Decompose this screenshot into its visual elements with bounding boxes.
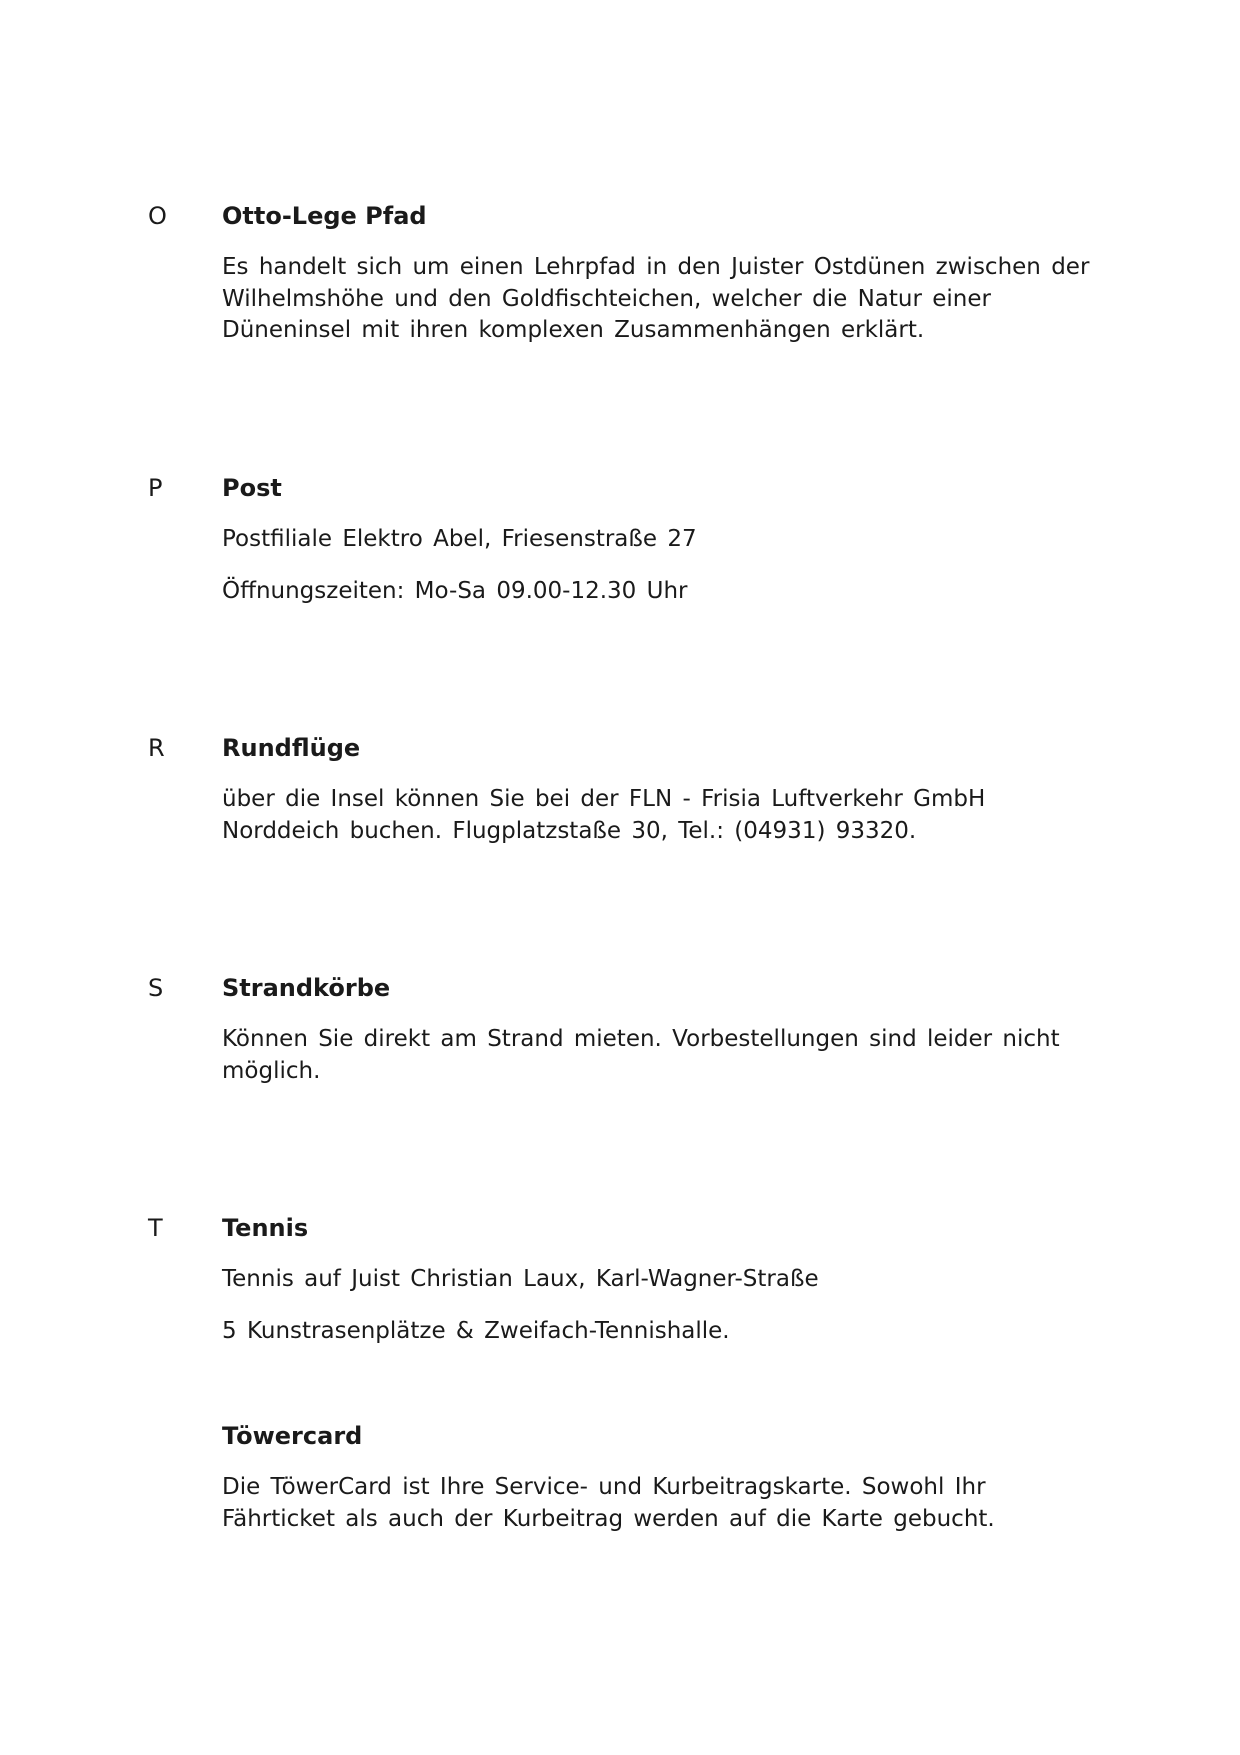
section-letter-o: O [148,202,167,230]
entry-strandkoerbe [222,972,1102,1087]
entry-title: Töwercard [222,1422,363,1450]
entry-title: Tennis [222,1214,309,1242]
entry-otto-lege-pfad [222,200,1102,347]
entry-text: Es handelt sich um einen Lehrpfad in den Juister Ostdünen zwischen der Wilhelmshöhe und den Goldfischteichen, welcher die Natur einer Düneninsel mit ihren komplexen Zusammenhängen erklärt. [222,254,1090,343]
entry-text: 5 Kunstrasenplätze & Zweifach-Tennishalle. [222,1317,730,1344]
entry-post [222,472,1102,607]
entry-text: über die Insel können Sie bei der FLN - Frisia Luftverkehr GmbH Norddeich buchen. Flugplatzstaße 30, Tel.: (04931) 93320. [222,786,986,844]
entry-text: Postfiliale Elektro Abel, Friesenstraße 27 [222,526,697,552]
entry-text: Tennis auf Juist Christian Laux, Karl-Wagner-Straße [222,1266,819,1292]
section-letter-r: R [148,734,165,762]
section-letter-p: P [148,474,163,502]
entry-title: Post [222,474,282,502]
entry-text: Können Sie direkt am Strand mieten. Vorbestellungen sind leider nicht möglich. [222,1026,1060,1084]
entry-rundfluege [222,732,1102,847]
entry-tennis [222,1212,1102,1347]
entry-title: Strandkörbe [222,974,391,1002]
section-letter-s: S [148,974,164,1002]
entry-text: Die TöwerCard ist Ihre Service- und Kurbeitragskarte. Sowohl Ihr Fährticket als auch der Kurbeitrag werden auf die Karte gebucht. [222,1474,995,1532]
entry-text: Öffnungszeiten: Mo-Sa 09.00-12.30 Uhr [222,577,688,604]
entry-title: Otto-Lege Pfad [222,202,427,230]
entry-title: Rundflüge [222,734,361,762]
section-letter-t: T [148,1214,163,1242]
entry-toewercard [222,1420,1102,1535]
